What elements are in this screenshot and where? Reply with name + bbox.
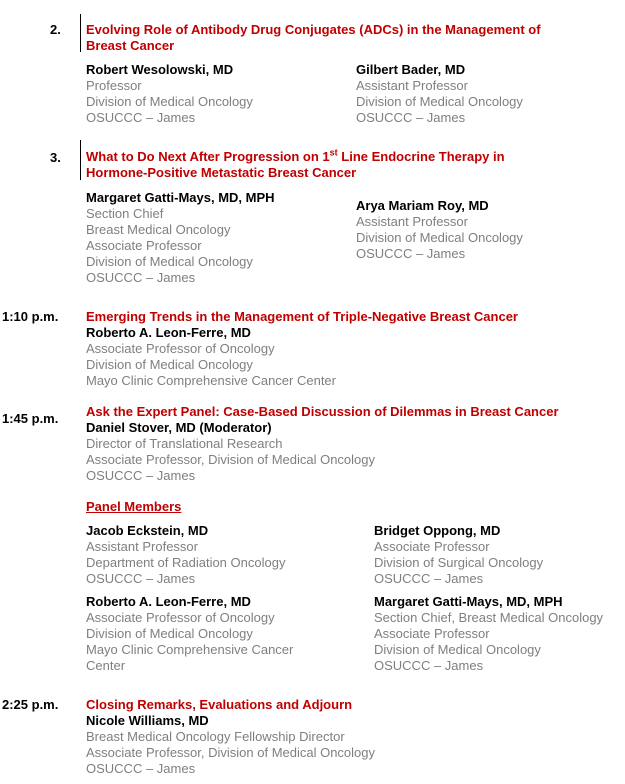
speaker-affiliation: OSUCCC – James	[86, 270, 196, 285]
speaker-affiliation: Associate Professor, Division of Medical Oncology	[86, 452, 376, 467]
session-title: Closing Remarks, Evaluations and Adjourn	[86, 697, 353, 712]
session-title: Emerging Trends in the Management of Triple-Negative Breast Cancer	[86, 309, 518, 324]
panel-members-heading: Panel Members	[86, 499, 182, 514]
vertical-rule	[80, 140, 81, 180]
session-time: 2:25 p.m.	[2, 697, 59, 712]
speaker-name: Nicole Williams, MD	[86, 713, 209, 728]
speaker-affiliation: Assistant Professor	[356, 214, 468, 229]
speaker-name: Roberto A. Leon-Ferre, MD	[86, 325, 251, 340]
speaker-block	[356, 62, 523, 126]
speaker-name: Daniel Stover, MD (Moderator)	[86, 420, 272, 435]
speaker-block	[86, 420, 375, 484]
title-line: What to Do Next After Progression on 1st Line Endocrine Therapy in	[86, 147, 505, 164]
speaker-affiliation: OSUCCC – James	[86, 761, 196, 776]
speaker-affiliation: Assistant Professor	[356, 78, 468, 93]
speaker-affiliation: OSUCCC – James	[374, 571, 484, 586]
speaker-affiliation: Mayo Clinic Comprehensive Cancer	[86, 642, 294, 657]
session-title	[86, 22, 606, 54]
speaker-name: Jacob Eckstein, MD	[86, 523, 209, 538]
speaker-block	[86, 713, 375, 777]
speaker-affiliation: Associate Professor of Oncology	[86, 341, 275, 356]
item-number: 2.	[50, 22, 61, 37]
speaker-affiliation: OSUCCC – James	[86, 571, 196, 586]
speaker-affiliation: Division of Medical Oncology	[356, 230, 523, 245]
speaker-affiliation: OSUCCC – James	[374, 658, 484, 673]
title-line: Breast Cancer	[86, 38, 175, 53]
speaker-block	[86, 190, 275, 286]
vertical-rule	[80, 14, 81, 52]
session-title: Ask the Expert Panel: Case-Based Discussion of Dilemmas in Breast Cancer	[86, 404, 559, 419]
speaker-affiliation: Division of Medical Oncology	[374, 642, 541, 657]
speaker-affiliation: Mayo Clinic Comprehensive Cancer Center	[86, 373, 336, 388]
panelist-block	[374, 594, 603, 674]
speaker-affiliation: Division of Medical Oncology	[86, 357, 253, 372]
speaker-block	[86, 325, 336, 389]
speaker-affiliation: OSUCCC – James	[356, 246, 466, 261]
speaker-affiliation: Division of Medical Oncology	[86, 626, 253, 641]
speaker-block	[356, 198, 523, 262]
session-title	[86, 149, 606, 181]
speaker-affiliation: Center	[86, 658, 126, 673]
speaker-affiliation: Associate Professor	[86, 238, 202, 253]
panelist-block	[86, 523, 285, 587]
speaker-affiliation: Associate Professor	[374, 539, 490, 554]
speaker-affiliation: Department of Radiation Oncology	[86, 555, 286, 570]
speaker-name: Arya Mariam Roy, MD	[356, 198, 489, 213]
panelist-block	[86, 594, 293, 674]
speaker-affiliation: Division of Medical Oncology	[86, 94, 253, 109]
session-time: 1:45 p.m.	[2, 411, 59, 426]
panelist-block	[374, 523, 543, 587]
speaker-affiliation: Division of Medical Oncology	[86, 254, 253, 269]
speaker-affiliation: Division of Medical Oncology	[356, 94, 523, 109]
speaker-affiliation: Breast Medical Oncology Fellowship Director	[86, 729, 345, 744]
speaker-affiliation: Associate Professor of Oncology	[86, 610, 275, 625]
speaker-affiliation: Associate Professor	[374, 626, 490, 641]
speaker-affiliation: Director of Translational Research	[86, 436, 283, 451]
speaker-name: Margaret Gatti-Mays, MD, MPH	[86, 190, 275, 205]
item-number: 3.	[50, 150, 61, 165]
title-line: Hormone-Positive Metastatic Breast Cancer	[86, 165, 357, 180]
speaker-affiliation: OSUCCC – James	[356, 110, 466, 125]
speaker-affiliation: Breast Medical Oncology	[86, 222, 231, 237]
speaker-affiliation: Section Chief	[86, 206, 164, 221]
speaker-name: Bridget Oppong, MD	[374, 523, 501, 538]
title-line: Evolving Role of Antibody Drug Conjugates (ADCs) in the Management of	[86, 22, 541, 37]
speaker-name: Margaret Gatti-Mays, MD, MPH	[374, 594, 563, 609]
speaker-block	[86, 62, 253, 126]
speaker-affiliation: Division of Surgical Oncology	[374, 555, 544, 570]
session-time: 1:10 p.m.	[2, 309, 59, 324]
speaker-affiliation: OSUCCC – James	[86, 110, 196, 125]
speaker-affiliation: Professor	[86, 78, 142, 93]
speaker-affiliation: Assistant Professor	[86, 539, 198, 554]
speaker-name: Roberto A. Leon-Ferre, MD	[86, 594, 251, 609]
speaker-name: Gilbert Bader, MD	[356, 62, 466, 77]
speaker-name: Robert Wesolowski, MD	[86, 62, 234, 77]
speaker-affiliation: OSUCCC – James	[86, 468, 196, 483]
speaker-affiliation: Section Chief, Breast Medical Oncology	[374, 610, 604, 625]
speaker-affiliation: Associate Professor, Division of Medical Oncology	[86, 745, 376, 760]
